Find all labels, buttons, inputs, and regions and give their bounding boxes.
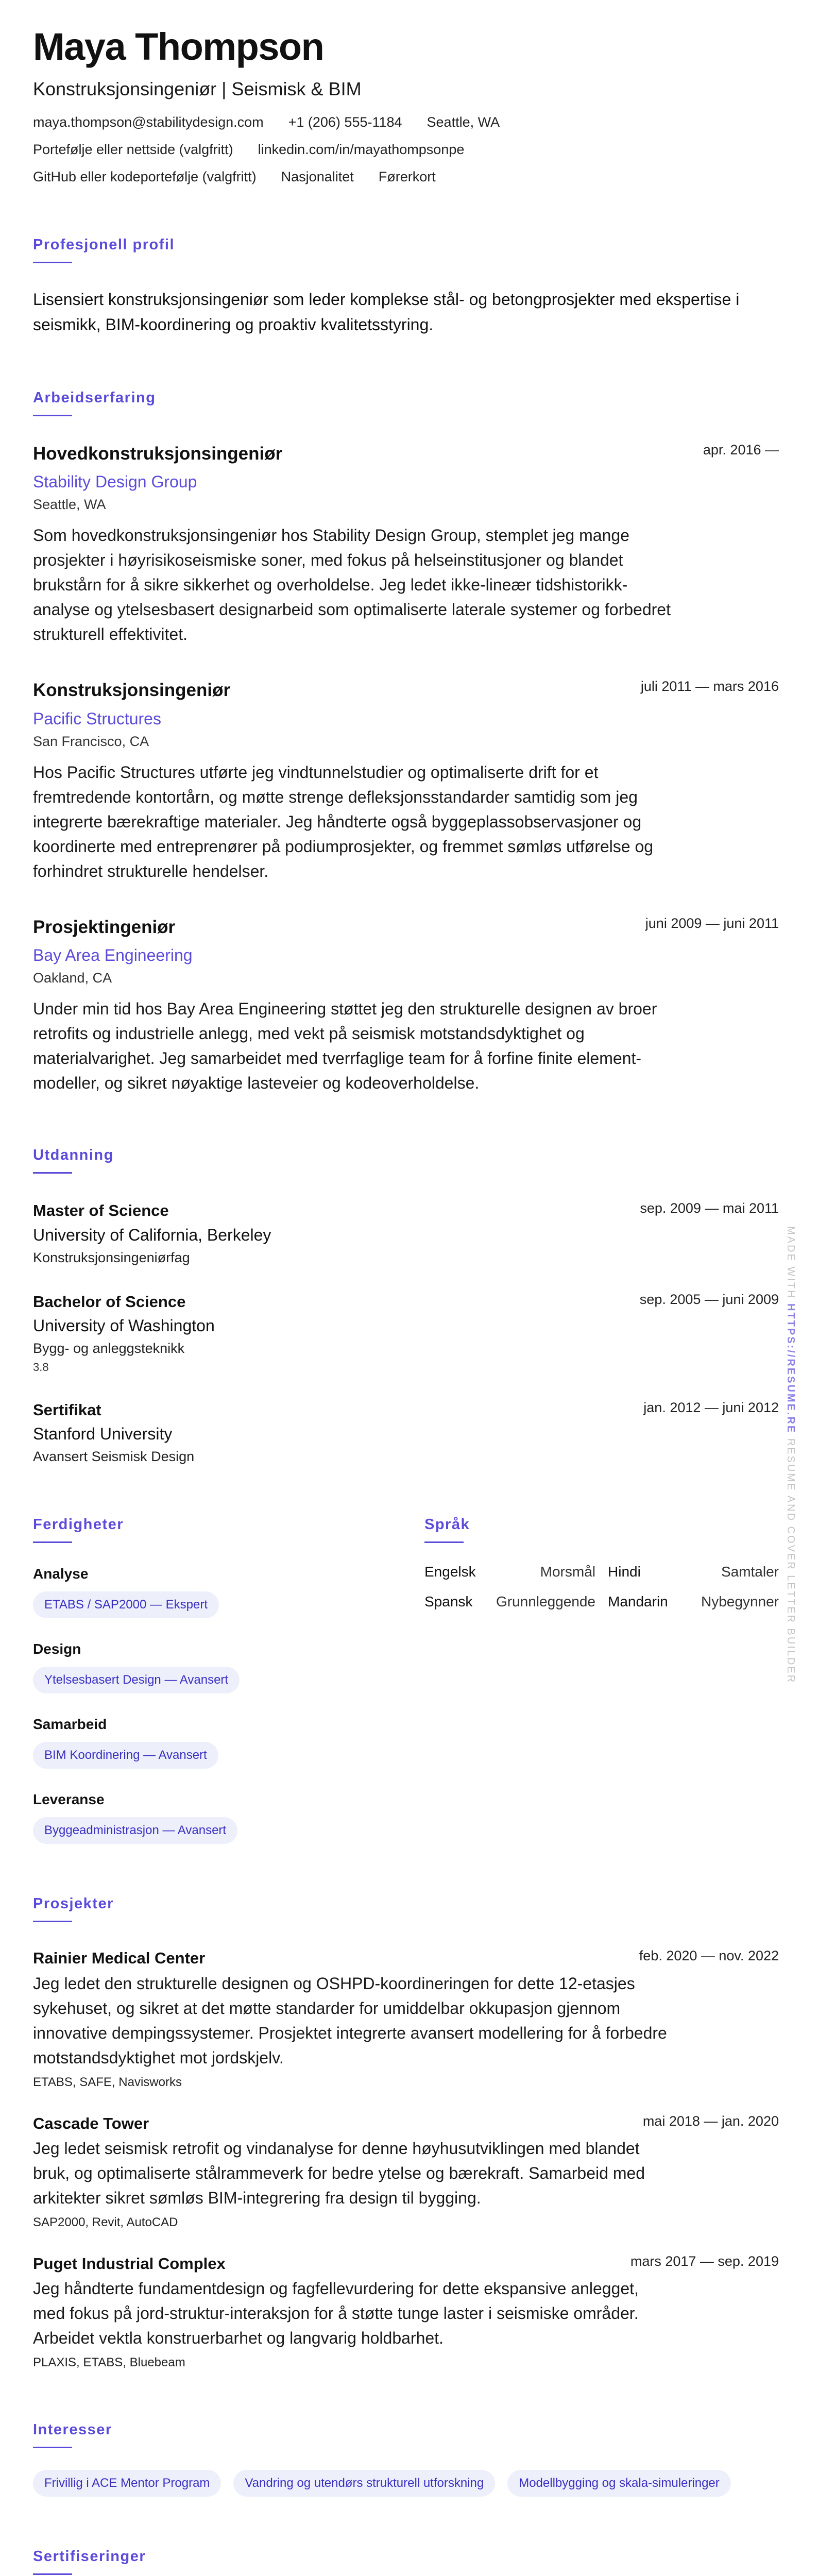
skill-keyword-pill: ETABS / SAP2000 — Ekspert xyxy=(33,1591,219,1618)
project-technologies: SAP2000, Revit, AutoCAD xyxy=(33,2215,178,2229)
linkedin-link[interactable]: linkedin.com/in/mayathompsonpe xyxy=(258,141,465,157)
interest-pill: Frivillig i ACE Mentor Program xyxy=(33,2470,221,2497)
resume-page xyxy=(33,27,779,2576)
education-date: sep. 2005 — juni 2009 xyxy=(639,1291,779,1307)
work-entry xyxy=(33,679,779,884)
skill-name: Design xyxy=(33,1641,81,1657)
languages-section xyxy=(424,1516,779,1844)
drivers-license-text: Førerkort xyxy=(378,168,436,184)
made-with-watermark xyxy=(785,1226,796,1684)
job-title: Konstruksjonsingeniør xyxy=(33,680,231,701)
nationality-text: Nasjonalitet xyxy=(281,168,354,184)
section-divider xyxy=(33,262,72,263)
interest-pill: Modellbygging og skala-simuleringer xyxy=(507,2470,731,2497)
projects-section xyxy=(33,1895,779,2370)
skill-keyword-pill: BIM Koordinering — Avansert xyxy=(33,1742,218,1769)
email-link[interactable]: maya.thompson@stabilitydesign.com xyxy=(33,114,264,130)
project-technologies: ETABS, SAFE, Navisworks xyxy=(33,2075,182,2089)
language-level: Nybegynner xyxy=(701,1594,779,1610)
job-description: Hos Pacific Structures utførte jeg vindtunnelstudier og optimaliserte drift for et fremtredende kontortårn, og møtte strenge defleksjonsstandarder samtidig som jeg integrerte bærekraftige materialer. Jeg håndterte også byggeplassobservasjoner og koordinerte med entreprenører på podiumprosjekter, og fremmet sømløs utførelse og forhindret strukturelle hendelser. xyxy=(33,762,654,880)
profile-summary: Lisensiert konstruksjonsingeniør som leder komplekse stål- og betongprosjekter med ekspertise i seismikk, BIM-koordinering og proaktiv kvalitetsstyring. xyxy=(33,290,740,334)
project-date: mai 2018 — jan. 2020 xyxy=(642,2113,779,2129)
section-title: Profesjonell profil xyxy=(33,236,175,253)
study-field: Konstruksjonsingeniørfag xyxy=(33,1249,190,1265)
grade-score: 3.8 xyxy=(33,1360,49,1374)
degree-title: Master of Science xyxy=(33,1201,169,1220)
language-name: Hindi xyxy=(608,1564,641,1580)
work-section xyxy=(33,389,779,1096)
section-divider xyxy=(33,1172,72,1174)
project-name: Cascade Tower xyxy=(33,2114,149,2132)
section-title: Prosjekter xyxy=(33,1895,114,1912)
section-title: Arbeidserfaring xyxy=(33,389,156,406)
skill-group xyxy=(33,1566,394,1618)
language-level: Samtaler xyxy=(721,1564,779,1580)
project-description: Jeg ledet den strukturelle designen og OSHPD-koordineringen for dette 12-etasjes sykehuset, og sikret at det møtte standarder for umiddelbar okkupasjon gjennom innovative dempingssystemer. Prosjektet integrerte avansert modellering for å forbedre motstandsdyktighet mot jordskjelv. xyxy=(33,1974,667,2067)
watermark-prefix: MADE WITH xyxy=(785,1226,796,1299)
skills-section xyxy=(33,1516,394,1844)
skill-keyword-pill: Ytelsesbasert Design — Avansert xyxy=(33,1667,240,1693)
project-description: Jeg håndterte fundamentdesign og fagfellevurdering for dette ekspansive anlegget, med fokus på jord-struktur-interaksjon for å støtte tunge laster i seismiske områder. Arbeidet vektla konstruerbarhet og langvarig holdbarhet. xyxy=(33,2279,639,2348)
section-divider xyxy=(33,1541,72,1543)
education-entry xyxy=(33,1200,779,1265)
job-date: apr. 2016 — xyxy=(703,442,779,457)
certifications-section xyxy=(33,2548,779,2576)
location-text: Seattle, WA xyxy=(427,114,500,130)
school-name: Stanford University xyxy=(33,1425,173,1444)
candidate-headline: Konstruksjonsingeniør | Seismisk & BIM xyxy=(33,78,362,99)
contact-row xyxy=(33,114,779,130)
section-divider xyxy=(33,2447,72,2448)
project-date: mars 2017 — sep. 2019 xyxy=(630,2253,779,2269)
skill-group xyxy=(33,1716,394,1769)
project-name: Rainier Medical Center xyxy=(33,1949,206,1968)
section-title: Utdanning xyxy=(33,1147,114,1164)
skill-name: Samarbeid xyxy=(33,1716,107,1733)
project-technologies: PLAXIS, ETABS, Bluebeam xyxy=(33,2355,185,2370)
section-divider xyxy=(33,2573,72,2575)
work-entry xyxy=(33,442,779,647)
section-title: Sertifiseringer xyxy=(33,2548,146,2565)
interests-section xyxy=(33,2421,779,2497)
education-date: sep. 2009 — mai 2011 xyxy=(640,1200,779,1216)
company-name[interactable]: Pacific Structures xyxy=(33,709,161,728)
skill-group xyxy=(33,1791,394,1844)
project-name: Puget Industrial Complex xyxy=(33,2254,226,2273)
education-section xyxy=(33,1147,779,1465)
phone-text[interactable]: +1 (206) 555-1184 xyxy=(288,114,402,130)
language-name: Spansk xyxy=(424,1594,473,1610)
project-description: Jeg ledet seismisk retrofit og vindanalyse for denne høyhusutviklingen med blandet bruk, og optimaliserte stålrammeverk for bedre ytelse og bærekraft. Samarbeid med arkitekter sikret sømløs BIM-integrering fra design til bygging. xyxy=(33,2139,645,2207)
section-divider xyxy=(424,1541,464,1543)
section-title: Språk xyxy=(424,1516,470,1533)
education-date: jan. 2012 — juni 2012 xyxy=(643,1399,779,1415)
job-location: Seattle, WA xyxy=(33,497,106,513)
watermark-suffix: RESUME AND COVER LETTER BUILDER xyxy=(785,1438,796,1684)
language-name: Engelsk xyxy=(424,1564,476,1580)
degree-title: Bachelor of Science xyxy=(33,1292,186,1311)
interest-pill: Vandring og utendørs strukturell utforskning xyxy=(233,2470,495,2497)
language-level: Morsmål xyxy=(540,1564,595,1580)
resume-header xyxy=(33,27,779,185)
job-description: Under min tid hos Bay Area Engineering støttet jeg den strukturelle designen av broer retrofits og industrielle anlegg, med vekt på seismisk motstandsdyktighet og materialvarighet. Jeg samarbeidet med tverrfaglige team for å forfine finite element-modeller, og sikret nøyaktige lasteveier og kodeoverholdelse. xyxy=(33,999,657,1093)
skill-keyword-pill: Byggeadministrasjon — Avansert xyxy=(33,1817,237,1844)
school-name: University of California, Berkeley xyxy=(33,1225,271,1244)
job-title: Hovedkonstruksjonsingeniør xyxy=(33,443,283,464)
skill-group xyxy=(33,1641,394,1693)
language-item xyxy=(424,1594,595,1610)
contact-row xyxy=(33,142,779,158)
profile-section xyxy=(33,236,779,338)
section-divider xyxy=(33,415,72,416)
job-location: San Francisco, CA xyxy=(33,733,149,749)
study-field: Bygg- og anleggsteknikk xyxy=(33,1340,185,1356)
language-item xyxy=(608,1594,779,1610)
job-location: Oakland, CA xyxy=(33,970,112,986)
study-field: Avansert Seismisk Design xyxy=(33,1449,195,1465)
work-entry xyxy=(33,916,779,1096)
company-name[interactable]: Bay Area Engineering xyxy=(33,946,193,965)
contact-row xyxy=(33,169,779,185)
education-entry xyxy=(33,1400,779,1465)
section-divider xyxy=(33,1921,72,1922)
job-description: Som hovedkonstruksjonsingeniør hos Stability Design Group, stemplet jeg mange prosjekter i høyrisikoseismiske soner, med fokus på helseinstitusjoner og blandet brukstårn for å sikre sikkerhet og overholdelse. Jeg ledet ikke-lineær tidshistorikk-analyse og ytelsesbasert designarbeid som optimaliserte laterale systemer og forbedret strukturell effektivitet. xyxy=(33,526,671,644)
language-level: Grunnleggende xyxy=(496,1594,595,1610)
watermark-link[interactable]: HTTPS://RESUME.RE xyxy=(785,1303,796,1434)
candidate-name: Maya Thompson xyxy=(33,25,324,68)
skills-languages-row xyxy=(33,1516,779,1844)
skill-name: Leveranse xyxy=(33,1791,105,1808)
education-entry xyxy=(33,1292,779,1374)
language-item xyxy=(608,1564,779,1580)
project-entry xyxy=(33,2113,779,2230)
github-link[interactable]: GitHub eller kodeportefølje (valgfritt) xyxy=(33,168,257,184)
school-name: University of Washington xyxy=(33,1316,215,1335)
degree-title: Sertifikat xyxy=(33,1400,101,1419)
section-title: Interesser xyxy=(33,2421,112,2438)
job-date: juni 2009 — juni 2011 xyxy=(645,915,779,931)
project-entry xyxy=(33,2253,779,2370)
project-date: feb. 2020 — nov. 2022 xyxy=(639,1948,779,1964)
language-item xyxy=(424,1564,595,1580)
website-link[interactable]: Portefølje eller nettside (valgfritt) xyxy=(33,141,233,157)
job-date: juli 2011 — mars 2016 xyxy=(640,679,779,694)
section-title: Ferdigheter xyxy=(33,1516,124,1533)
company-name[interactable]: Stability Design Group xyxy=(33,472,197,492)
project-entry xyxy=(33,1948,779,2089)
job-title: Prosjektingeniør xyxy=(33,917,176,937)
language-name: Mandarin xyxy=(608,1594,668,1610)
skill-name: Analyse xyxy=(33,1566,89,1582)
